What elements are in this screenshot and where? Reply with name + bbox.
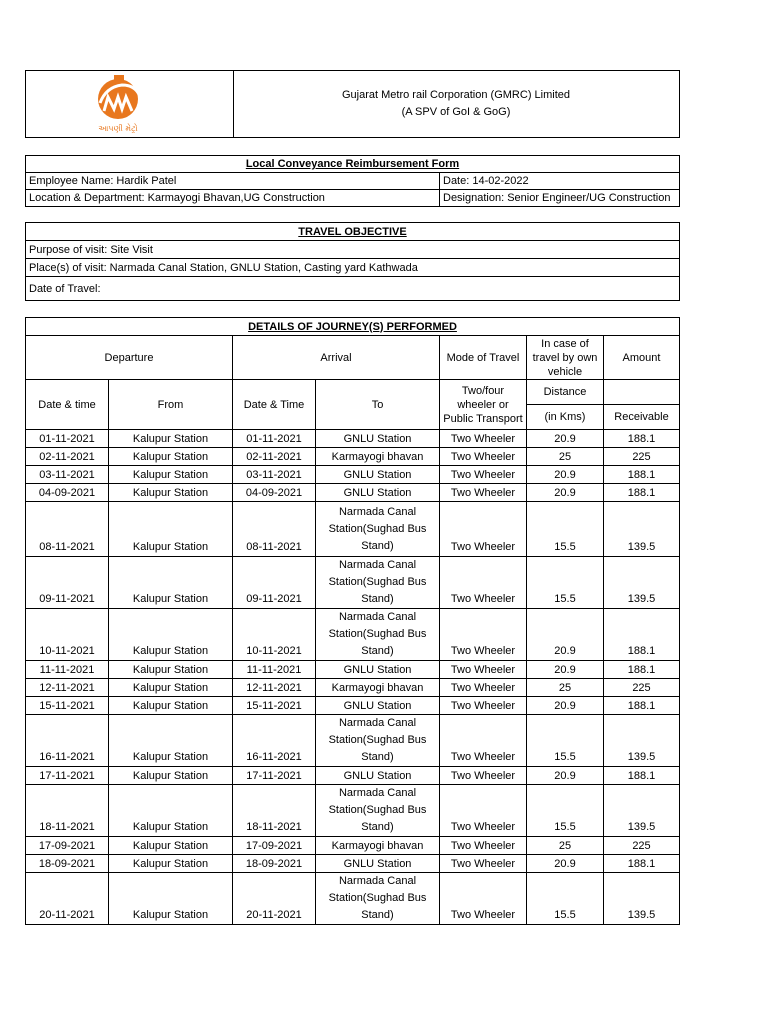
from-cell: Kalupur Station [109, 430, 233, 448]
distance-cell: 20.9 [527, 855, 604, 873]
to-cell: Karmayogi bhavan [316, 679, 440, 697]
departure-date-cell: 15-11-2021 [26, 697, 109, 715]
arrival-date-cell: 16-11-2021 [233, 715, 316, 767]
to-cell: Karmayogi bhavan [316, 837, 440, 855]
distance-cell: 15.5 [527, 557, 604, 609]
distance-cell: 15.5 [527, 873, 604, 925]
distance-cell: 25 [527, 448, 604, 466]
from-header: From [109, 380, 233, 430]
journey-rows [26, 430, 680, 925]
from-cell: Kalupur Station [109, 661, 233, 679]
arrival-date-cell: 18-09-2021 [233, 855, 316, 873]
to-cell: GNLU Station [316, 767, 440, 785]
table-row [26, 484, 680, 502]
kms-header: (in Kms) [527, 405, 604, 430]
mode-cell: Two Wheeler [440, 715, 527, 767]
to-cell: Narmada Canal Station(Sughad Bus Stand) [316, 502, 440, 557]
from-cell: Kalupur Station [109, 557, 233, 609]
table-row [26, 873, 680, 925]
departure-date-cell: 12-11-2021 [26, 679, 109, 697]
logo-cell [26, 71, 234, 137]
arrival-date-time-header: Date & Time [233, 380, 316, 430]
receivable-spacer [604, 380, 680, 405]
distance-cell: 15.5 [527, 715, 604, 767]
table-row [26, 609, 680, 661]
from-cell: Kalupur Station [109, 767, 233, 785]
departure-date-cell: 01-11-2021 [26, 430, 109, 448]
table-row [26, 502, 680, 557]
mode-cell: Two Wheeler [440, 785, 527, 837]
to-cell: Narmada Canal Station(Sughad Bus Stand) [316, 873, 440, 925]
arrival-date-cell: 09-11-2021 [233, 557, 316, 609]
distance-cell: 25 [527, 679, 604, 697]
org-subtitle: (A SPV of GoI & GoG) [401, 106, 511, 118]
amount-cell: 188.1 [604, 697, 680, 715]
to-cell: GNLU Station [316, 661, 440, 679]
departure-date-cell: 17-11-2021 [26, 767, 109, 785]
mode-cell: Two Wheeler [440, 697, 527, 715]
from-cell: Kalupur Station [109, 502, 233, 557]
table-row [26, 715, 680, 767]
distance-cell: 20.9 [527, 484, 604, 502]
distance-cell: 20.9 [527, 609, 604, 661]
travel-objective-table [25, 222, 680, 301]
departure-date-cell: 09-11-2021 [26, 557, 109, 609]
table-row [26, 679, 680, 697]
journey-title: DETAILS OF JOURNEY(S) PERFORMED [26, 318, 680, 336]
departure-date-cell: 10-11-2021 [26, 609, 109, 661]
arrival-date-cell: 04-09-2021 [233, 484, 316, 502]
distance-cell: 20.9 [527, 661, 604, 679]
departure-date-cell: 16-11-2021 [26, 715, 109, 767]
distance-cell: 15.5 [527, 502, 604, 557]
arrival-date-cell: 02-11-2021 [233, 448, 316, 466]
distance-cell: 15.5 [527, 785, 604, 837]
amount-header: Amount [604, 336, 680, 380]
from-cell: Kalupur Station [109, 837, 233, 855]
amount-cell: 139.5 [604, 502, 680, 557]
departure-date-cell: 04-09-2021 [26, 484, 109, 502]
arrival-date-cell: 20-11-2021 [233, 873, 316, 925]
from-cell: Kalupur Station [109, 855, 233, 873]
places-of-visit: Place(s) of visit: Narmada Canal Station, GNLU Station, Casting yard Kathwada [26, 259, 680, 277]
letterhead [25, 70, 680, 138]
departure-date-cell: 08-11-2021 [26, 502, 109, 557]
table-row [26, 837, 680, 855]
mode-cell: Two Wheeler [440, 609, 527, 661]
arrival-date-cell: 18-11-2021 [233, 785, 316, 837]
departure-date-cell: 11-11-2021 [26, 661, 109, 679]
arrival-date-cell: 08-11-2021 [233, 502, 316, 557]
distance-cell: 20.9 [527, 767, 604, 785]
own-vehicle-header: In case of travel by own vehicle [527, 336, 604, 380]
distance-header: Distance [527, 380, 604, 405]
journey-table [25, 317, 680, 925]
amount-cell: 139.5 [604, 873, 680, 925]
objective-title: TRAVEL OBJECTIVE [26, 223, 680, 241]
mode-cell: Two Wheeler [440, 873, 527, 925]
amount-cell: 188.1 [604, 430, 680, 448]
amount-cell: 225 [604, 679, 680, 697]
from-cell: Kalupur Station [109, 448, 233, 466]
table-row [26, 785, 680, 837]
to-cell: Narmada Canal Station(Sughad Bus Stand) [316, 715, 440, 767]
from-cell: Kalupur Station [109, 609, 233, 661]
distance-cell: 25 [527, 837, 604, 855]
from-cell: Kalupur Station [109, 484, 233, 502]
to-cell: Narmada Canal Station(Sughad Bus Stand) [316, 609, 440, 661]
arrival-date-cell: 11-11-2021 [233, 661, 316, 679]
mode-cell: Two Wheeler [440, 430, 527, 448]
mode-cell: Two Wheeler [440, 855, 527, 873]
mode-cell: Two Wheeler [440, 466, 527, 484]
table-row [26, 466, 680, 484]
receivable-header: Receivable [604, 405, 680, 430]
amount-cell: 188.1 [604, 609, 680, 661]
amount-cell: 139.5 [604, 785, 680, 837]
distance-cell: 20.9 [527, 466, 604, 484]
org-name: Gujarat Metro rail Corporation (GMRC) Limited [341, 89, 570, 101]
employee-name: Employee Name: Hardik Patel [26, 173, 440, 190]
logo-text: આપણી મેટ્રો [98, 124, 138, 133]
to-cell: GNLU Station [316, 697, 440, 715]
mode-cell: Two Wheeler [440, 679, 527, 697]
arrival-date-cell: 10-11-2021 [233, 609, 316, 661]
departure-date-cell: 20-11-2021 [26, 873, 109, 925]
from-cell: Kalupur Station [109, 679, 233, 697]
form-title: Local Conveyance Reimbursement Form [26, 156, 680, 173]
table-row [26, 557, 680, 609]
amount-cell: 139.5 [604, 557, 680, 609]
purpose-of-visit: Purpose of visit: Site Visit [26, 241, 680, 259]
mode-cell: Two Wheeler [440, 448, 527, 466]
mode-header: Mode of Travel [440, 336, 527, 380]
mode-cell: Two Wheeler [440, 767, 527, 785]
mode-cell: Two Wheeler [440, 557, 527, 609]
employee-info-table [25, 155, 680, 207]
to-cell: GNLU Station [316, 466, 440, 484]
date-time-header: Date & time [26, 380, 109, 430]
form-date: Date: 14-02-2022 [440, 173, 680, 190]
amount-cell: 188.1 [604, 767, 680, 785]
mode-sub-header: Two/four wheeler or Public Transport [440, 380, 527, 430]
from-cell: Kalupur Station [109, 785, 233, 837]
amount-cell: 188.1 [604, 484, 680, 502]
table-row [26, 697, 680, 715]
distance-cell: 20.9 [527, 697, 604, 715]
amount-cell: 188.1 [604, 855, 680, 873]
departure-date-cell: 18-09-2021 [26, 855, 109, 873]
table-row [26, 855, 680, 873]
mode-cell: Two Wheeler [440, 502, 527, 557]
table-row [26, 661, 680, 679]
arrival-date-cell: 17-09-2021 [233, 837, 316, 855]
distance-cell: 20.9 [527, 430, 604, 448]
amount-cell: 188.1 [604, 466, 680, 484]
location-department: Location & Department: Karmayogi Bhavan,UG Construction [26, 190, 440, 207]
from-cell: Kalupur Station [109, 715, 233, 767]
arrival-header: Arrival [233, 336, 440, 380]
to-cell: Narmada Canal Station(Sughad Bus Stand) [316, 785, 440, 837]
departure-date-cell: 03-11-2021 [26, 466, 109, 484]
arrival-date-cell: 03-11-2021 [233, 466, 316, 484]
arrival-date-cell: 01-11-2021 [233, 430, 316, 448]
departure-date-cell: 17-09-2021 [26, 837, 109, 855]
departure-header: Departure [26, 336, 233, 380]
date-of-travel: Date of Travel: [26, 277, 680, 301]
amount-cell: 139.5 [604, 715, 680, 767]
designation: Designation: Senior Engineer/UG Construction [440, 190, 680, 207]
table-row [26, 448, 680, 466]
departure-date-cell: 18-11-2021 [26, 785, 109, 837]
arrival-date-cell: 15-11-2021 [233, 697, 316, 715]
mode-cell: Two Wheeler [440, 484, 527, 502]
to-cell: GNLU Station [316, 430, 440, 448]
mode-cell: Two Wheeler [440, 837, 527, 855]
mode-cell: Two Wheeler [440, 661, 527, 679]
from-cell: Kalupur Station [109, 697, 233, 715]
arrival-date-cell: 17-11-2021 [233, 767, 316, 785]
to-cell: Karmayogi bhavan [316, 448, 440, 466]
to-cell: GNLU Station [316, 855, 440, 873]
amount-cell: 225 [604, 448, 680, 466]
arrival-date-cell: 12-11-2021 [233, 679, 316, 697]
to-header: To [316, 380, 440, 430]
departure-date-cell: 02-11-2021 [26, 448, 109, 466]
amount-cell: 225 [604, 837, 680, 855]
amount-cell: 188.1 [604, 661, 680, 679]
from-cell: Kalupur Station [109, 873, 233, 925]
to-cell: Narmada Canal Station(Sughad Bus Stand) [316, 557, 440, 609]
from-cell: Kalupur Station [109, 466, 233, 484]
to-cell: GNLU Station [316, 484, 440, 502]
table-row [26, 767, 680, 785]
gmrc-logo-icon [86, 73, 156, 137]
table-row [26, 430, 680, 448]
org-cell [233, 71, 679, 137]
